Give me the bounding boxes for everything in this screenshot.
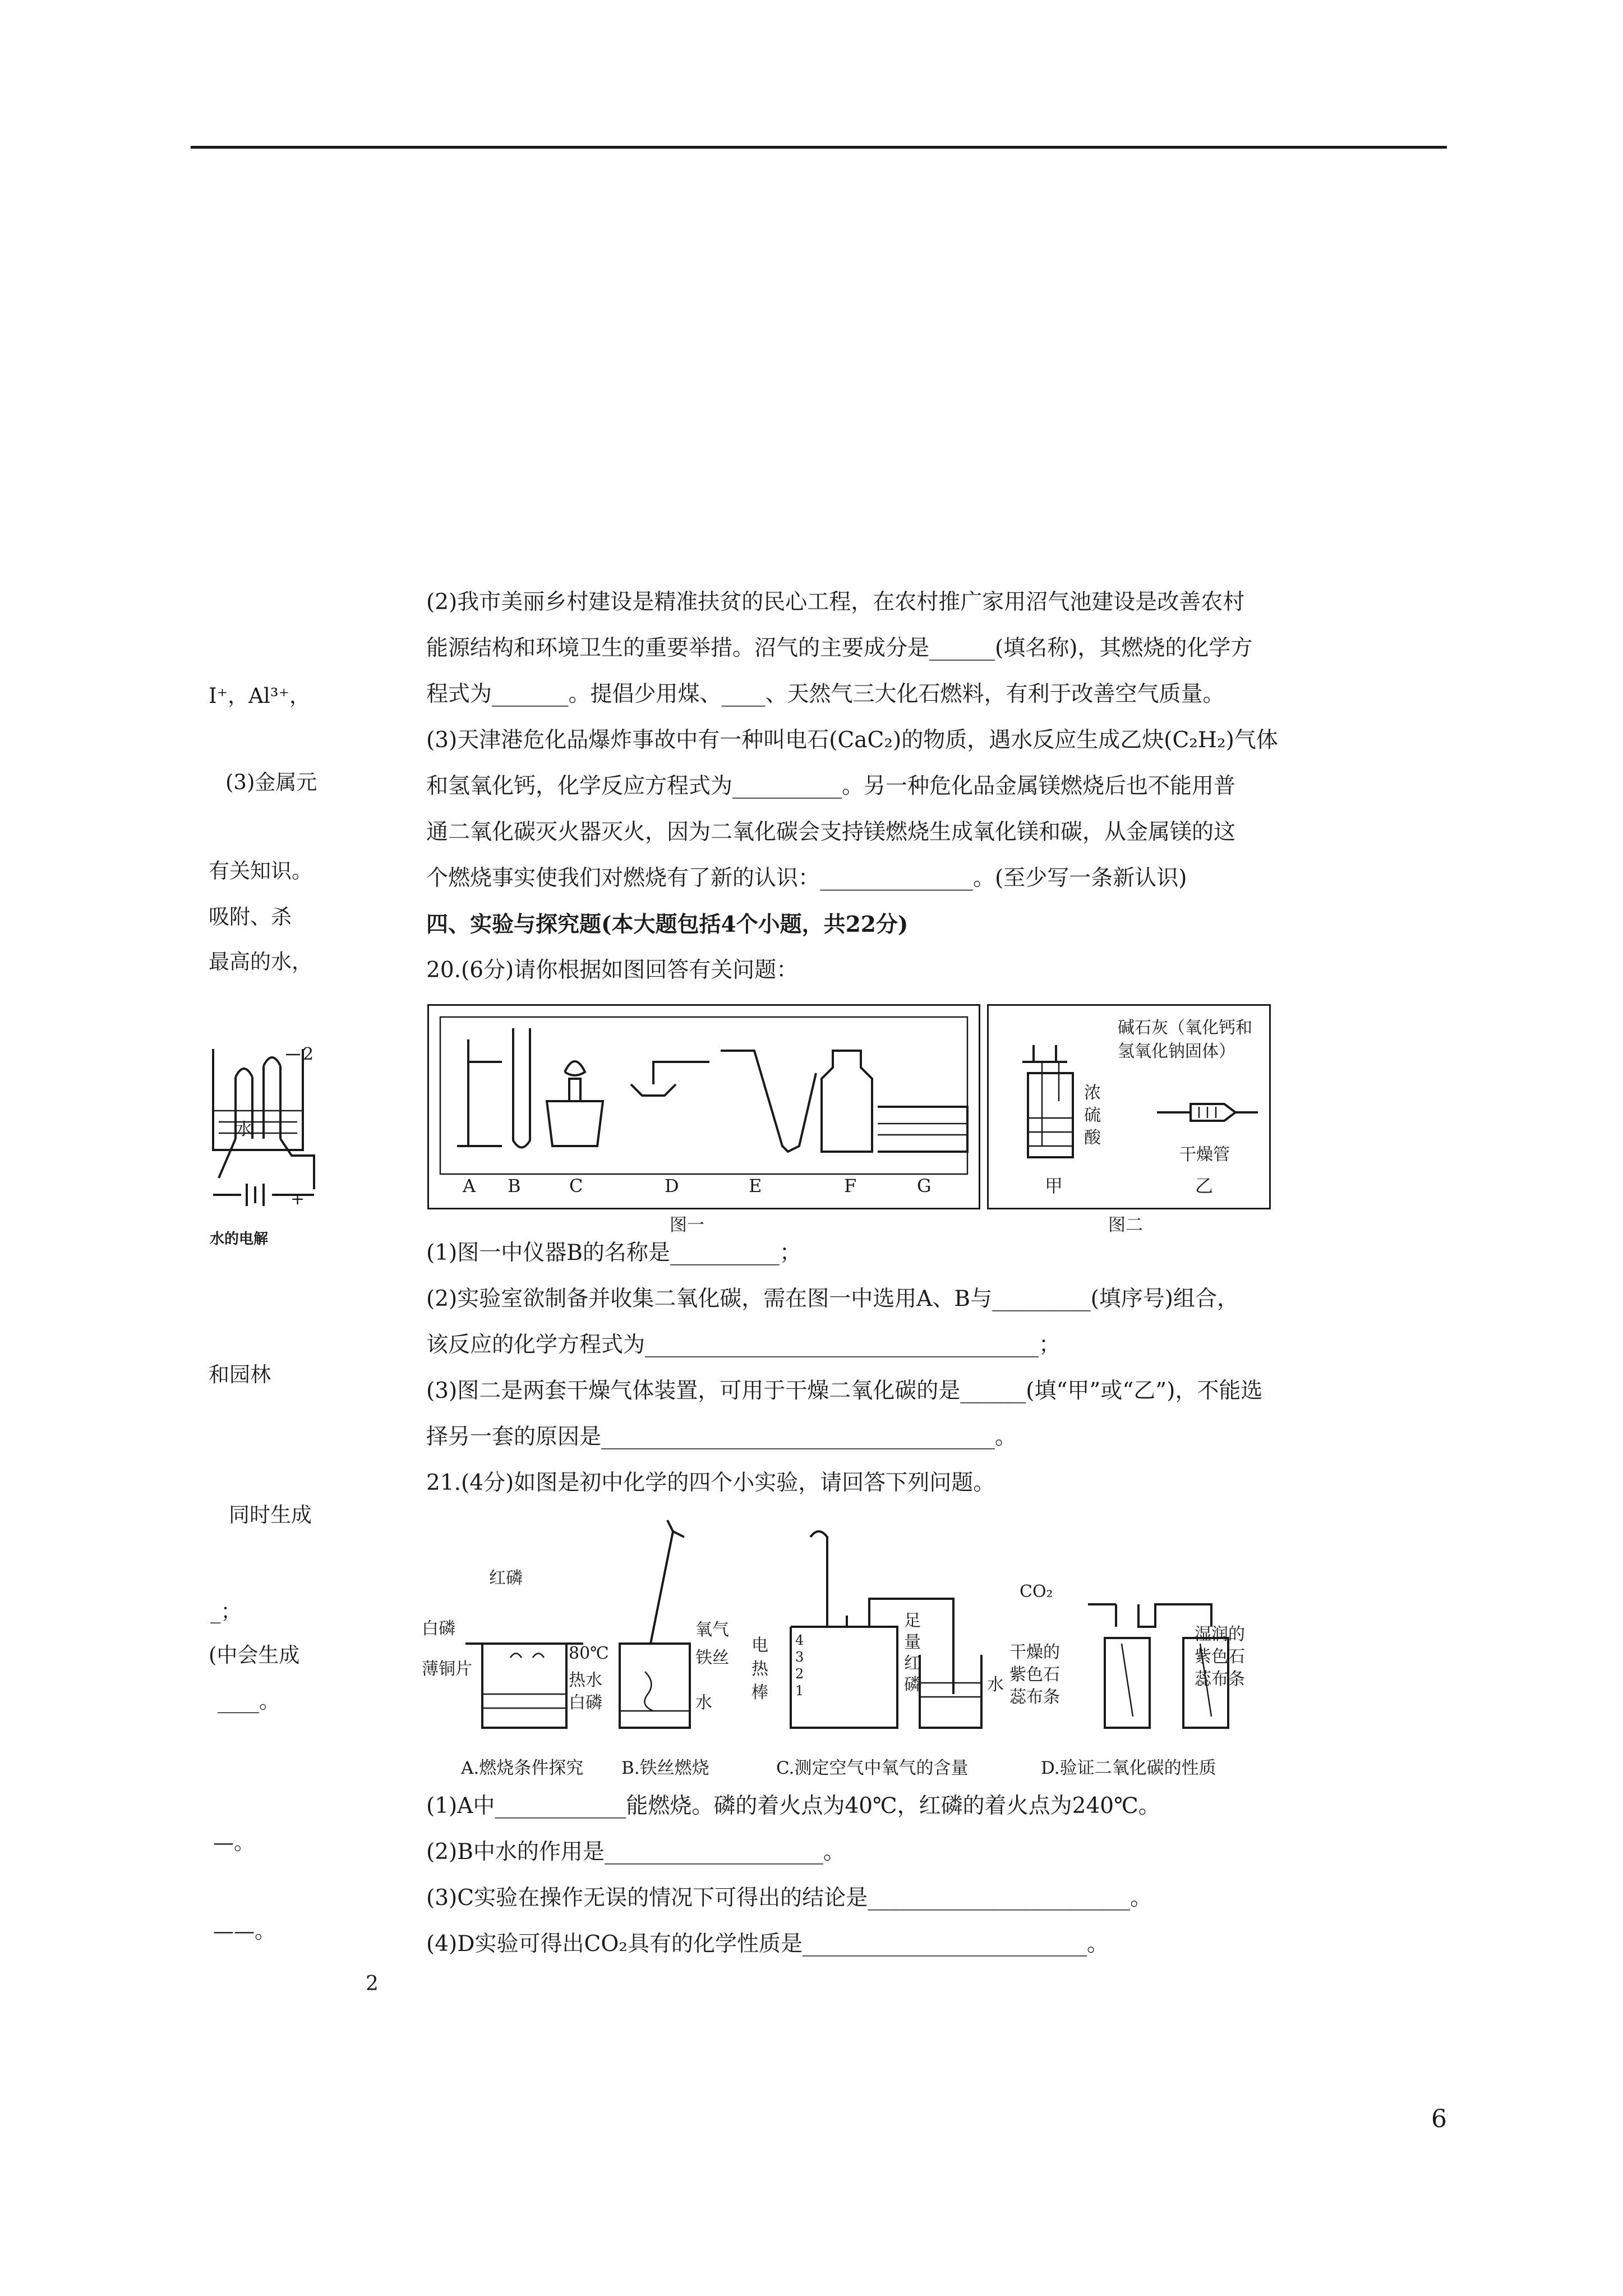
figure-1-label-a: A: [463, 1175, 476, 1197]
margin-fragment: 和园林: [209, 1363, 271, 1387]
figure-2-label-yi: 乙: [1195, 1175, 1214, 1197]
fig21-c-rod-2: 热: [751, 1659, 768, 1679]
figure-1-box: [427, 1004, 980, 1209]
fig21-c-enough-3: 红: [904, 1654, 921, 1673]
figure-2-caption: 图二: [1108, 1215, 1143, 1235]
electrolysis-caption: 水的电解: [210, 1231, 269, 1248]
electrolysis-label-plus: +: [291, 1189, 305, 1209]
fig21-a-white-phosphorus: 白磷: [422, 1619, 455, 1639]
text-line: 能源结构和环境卫生的重要举措。沼气的主要成分是______(填名称)，其燃烧的化学方: [426, 636, 1253, 661]
page-number: 6: [1431, 2105, 1447, 2133]
figure-21-apparatus: [426, 1515, 1267, 1750]
text-line: (3)天津港危化品爆炸事故中有一种叫电石(CaC₂)的物质，遇水反应生成乙炔(C₂H₂)气体: [426, 728, 1278, 753]
figure-1-label-b: B: [508, 1175, 521, 1197]
figure-1-label-g: G: [917, 1175, 932, 1197]
figure-2-label-acid-3: 酸: [1084, 1128, 1101, 1148]
figure-2-label-soda-lime: 碱石灰（氧化钙和: [1118, 1018, 1252, 1038]
text-line: (2)实验室欲制备并收集二氧化碳，需在图一中选用A、B与_________(填序号)组合，: [426, 1286, 1239, 1312]
text-line: (2)B中水的作用是____________________。: [426, 1839, 845, 1865]
text-line: (3)C实验在操作无误的情况下可得出的结论是________________________。: [426, 1885, 1152, 1911]
fig21-a-white-phosphorus-2: 白磷: [569, 1693, 602, 1713]
text-line: 程式为_______。提倡少用煤、____、天然气三大化石燃料，有利于改善空气质量。: [426, 682, 1225, 707]
fig21-d-dry-3: 蕊布条: [1009, 1687, 1060, 1707]
text-line: (2)我市美丽乡村建设是精准扶贫的民心工程，在农村推广家用沼气池建设是改善农村: [426, 590, 1245, 615]
figure-2-box: [987, 1004, 1271, 1209]
top-rule: [191, 146, 1447, 149]
fig21-b-water: 水: [695, 1693, 712, 1713]
fig21-d-co2: CO₂: [1020, 1582, 1053, 1602]
figure-2-label-soda-lime-2: 氢氧化钠固体）: [1118, 1042, 1235, 1061]
figure-2-label-acid-1: 浓: [1084, 1083, 1101, 1103]
electrolysis-label-water: 水: [236, 1120, 252, 1139]
fig21-b-iron-wire: 铁丝: [695, 1648, 729, 1668]
fig21-c-rod-3: 棒: [751, 1683, 768, 1703]
figure-1-label-c: C: [569, 1175, 583, 1197]
margin-fragment: 吸附、杀: [209, 905, 292, 929]
text-line: (4)D实验可得出CO₂具有的化学性质是__________________________。: [426, 1931, 1109, 1957]
fig21-b-oxygen: 氧气: [695, 1620, 729, 1640]
fig21-c-enough-4: 磷: [904, 1675, 921, 1695]
fig21-c-rod-1: 电: [751, 1636, 768, 1655]
fig21-c-enough-2: 量: [904, 1632, 921, 1652]
margin-fragment: 最高的水，: [209, 950, 312, 974]
figure-1-label-e: E: [749, 1175, 762, 1197]
figure-1-label-d: D: [665, 1175, 679, 1197]
margin-fragment: ____。: [218, 1689, 280, 1713]
margin-fragment: ——。: [213, 1919, 275, 1943]
fig21-a-temperature: 80℃: [569, 1644, 609, 1663]
text-line: (3)图二是两套干燥气体装置，可用于干燥二氧化碳的是______(填“甲”或“乙”)，不能选: [426, 1378, 1263, 1404]
question-21-stem: 21.(4分)如图是初中化学的四个小实验，请回答下列问题。: [426, 1470, 995, 1496]
margin-fragment: 有关知识。: [209, 859, 312, 883]
text-line: (1)图一中仪器B的名称是__________；: [426, 1240, 801, 1266]
fig21-caption-c: C.测定空气中氧气的含量: [776, 1758, 969, 1778]
figure-2-label-acid-2: 硫: [1084, 1106, 1101, 1125]
fig21-caption-d: D.验证二氧化碳的性质: [1041, 1758, 1216, 1778]
fig21-c-water: 水: [987, 1675, 1004, 1695]
question-20-stem: 20.(6分)请你根据如图回答有关问题：: [426, 958, 799, 983]
fig21-c-scale-4: 4: [795, 1632, 804, 1648]
text-line: 通二氧化碳灭火器灭火，因为二氧化碳会支持镁燃烧生成氧化镁和碳，从金属镁的这: [426, 820, 1236, 845]
fig21-d-wet-2: 紫色石: [1195, 1647, 1245, 1667]
figure-1-label-f: F: [844, 1175, 857, 1197]
fig21-d-dry-1: 干燥的: [1009, 1642, 1060, 1662]
text-line: 个燃烧事实使我们对燃烧有了新的认识：______________。(至少写一条新认识): [426, 866, 1187, 891]
margin-fragment: 同时生成: [229, 1503, 312, 1527]
electrolysis-label-2: 2: [303, 1045, 314, 1064]
fig21-c-scale-3: 3: [795, 1649, 804, 1665]
fig21-caption-b: B.铁丝燃烧: [621, 1758, 709, 1778]
margin-fragment: _；: [210, 1599, 242, 1623]
fig21-c-scale-2: 2: [795, 1666, 804, 1682]
text-line: 和氢氧化钙，化学反应方程式为__________。另一种危化品金属镁燃烧后也不能用普: [426, 774, 1236, 799]
fig21-a-red-phosphorus: 红磷: [489, 1568, 523, 1588]
text-line: 该反应的化学方程式为____________________________________；: [426, 1332, 1061, 1358]
left-page-number: 2: [366, 1972, 379, 1995]
figure-2-label-jia: 甲: [1045, 1175, 1063, 1197]
fig21-caption-a: A.燃烧条件探究: [461, 1758, 584, 1778]
margin-fragment: (3)金属元: [225, 770, 317, 794]
fig21-d-dry-2: 紫色石: [1009, 1665, 1060, 1685]
margin-fragment: (中会生成: [209, 1643, 300, 1667]
text-line: 择另一套的原因是____________________________________。: [426, 1424, 1017, 1450]
fig21-c-enough-1: 足: [904, 1611, 921, 1631]
figure-1-caption: 图一: [670, 1215, 704, 1235]
margin-fragment: I⁺，Al³⁺，: [209, 684, 311, 708]
electrolysis-diagram: [202, 1043, 342, 1223]
section-heading: 四、实验与探究题(本大题包括4个小题，共22分): [426, 912, 909, 937]
fig21-d-wet-3: 蕊布条: [1195, 1669, 1245, 1689]
figure-2-label-drying-tube: 干燥管: [1179, 1145, 1230, 1165]
text-line: (1)A中____________能燃烧。磷的着火点为40℃，红磷的着火点为240℃。: [426, 1793, 1160, 1819]
fig21-a-copper-sheet: 薄铜片: [422, 1659, 472, 1679]
fig21-a-hot-water: 热水: [569, 1671, 602, 1690]
margin-fragment: —。: [213, 1830, 255, 1855]
fig21-d-wet-1: 湿润的: [1195, 1625, 1245, 1644]
fig21-c-scale-1: 1: [795, 1683, 804, 1699]
